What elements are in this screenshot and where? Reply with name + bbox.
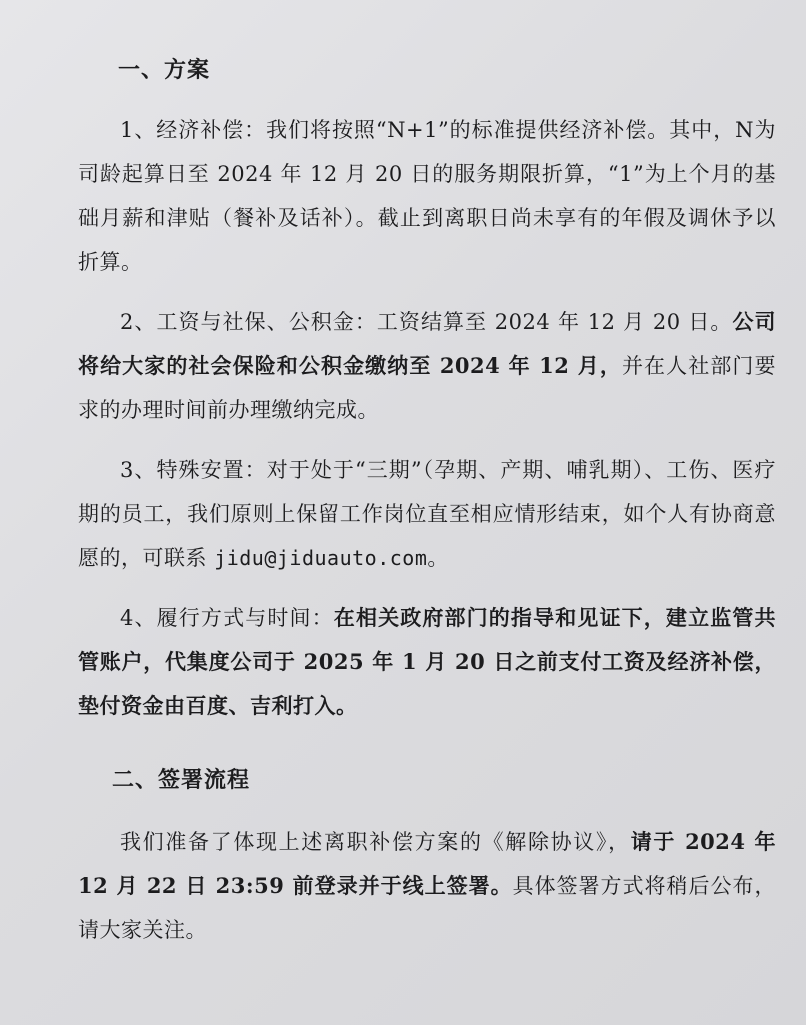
section-heading-signing: 二、签署流程 [112, 767, 251, 793]
performance-bold-text: 在相关政府部门的指导和见证下，建立监管共管账户，代集度公司于 2025 年 1 月 20 日之前支付工资及经济补偿，垫付资金由百度、吉利打入。 [78, 605, 776, 718]
salary-bold-text: 公司将给大家的社会保险和公积金缴纳至 2024 年 12 月， [78, 309, 776, 378]
paragraph-salary-social-security [78, 300, 776, 432]
signing-tail-text: 具体签署方式将稍后公布，请大家关注。 [78, 874, 776, 942]
salary-tail-text: 并在人社部门要求的办理时间前办理缴纳完成。 [78, 354, 777, 422]
paragraph-economic-compensation [78, 108, 776, 284]
salary-lead-text: 2、工资与社保、公积金：工资结算至 2024 年 12 月 20 日。 [120, 310, 733, 334]
signing-lead-text: 我们准备了体现上述离职补偿方案的《解除协议》， [120, 830, 631, 854]
section-heading-plan: 一、方案 [118, 57, 211, 83]
paragraph-signing-process [78, 820, 776, 952]
performance-lead-text: 4、履行方式与时间： [120, 606, 334, 630]
paragraph-special-placement [78, 448, 776, 580]
special-placement-tail: 。 [427, 546, 449, 570]
paragraph-performance-method [78, 596, 776, 728]
special-placement-text: 3、特殊安置：对于处于“三期”（孕期、产期、哺乳期）、工伤、医疗期的员工，我们原则上保留工作岗位直至相应情形结束，如个人有协商意愿的，可联系 [78, 458, 776, 570]
contact-email: jidu@jiduauto.com [214, 546, 428, 570]
signing-bold-text: 请于 2024 年 12 月 22 日 23:59 前登录并于线上签署。 [78, 829, 776, 898]
economic-compensation-text: 1、经济补偿：我们将按照“N+1”的标准提供经济补偿。其中，N为司龄起算日至 2024 年 12 月 20 日的服务期限折算，“1”为上个月的基础月薪和津贴（餐补及话补）。截止到离职日尚未享有的年假及调休予以折算。 [78, 118, 776, 274]
